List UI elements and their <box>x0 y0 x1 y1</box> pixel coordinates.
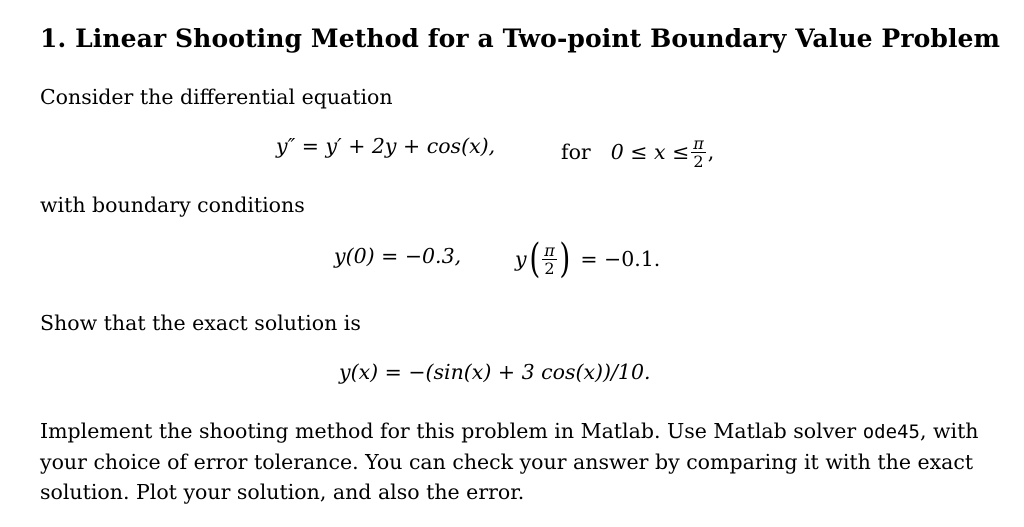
intro-text: Consider the differential equation <box>40 85 393 109</box>
ode-domain <box>561 127 714 177</box>
fraction-denominator: 2 <box>693 151 704 171</box>
ode-trailing-comma: , <box>707 140 715 164</box>
problem-heading: 1. Linear Shooting Method for a Two-point Boundary Value Problem <box>40 24 1001 53</box>
bc-fraction-numerator: π <box>544 240 555 260</box>
ode-equation: y″ = y′ + 2y + cos(x), <box>276 134 496 158</box>
task-text-part1: Implement the shooting method for this problem in Matlab. Use Matlab solver <box>40 419 863 443</box>
fraction-numerator: π <box>693 133 704 153</box>
bc-fraction <box>542 242 557 277</box>
exact-intro-text: Show that the exact solution is <box>40 311 361 335</box>
bc-intro-text: with boundary conditions <box>40 193 305 217</box>
bc-fraction-denominator: 2 <box>544 258 555 278</box>
left-paren: ( <box>528 236 540 282</box>
for-word: for <box>561 140 591 164</box>
task-text-part2: , with your choice of error tolerance. You can check your answer by comparing it with the exact solution. Plot your solution, and also the error. <box>40 419 979 504</box>
pi-over-two-fraction <box>691 135 706 170</box>
bc-function-name: y <box>515 247 527 271</box>
boundary-condition-right <box>515 234 660 284</box>
domain-range: 0 ≤ x ≤ <box>610 140 690 164</box>
right-paren: ) <box>559 236 570 282</box>
task-paragraph <box>40 416 990 507</box>
boundary-condition-left: y(0) = −0.3, <box>334 244 462 268</box>
solver-code: ode45 <box>862 421 920 443</box>
exact-solution: y(x) = −(sin(x) + 3 cos(x))/10. <box>339 360 651 384</box>
bc-right-value: = −0.1. <box>580 247 661 271</box>
